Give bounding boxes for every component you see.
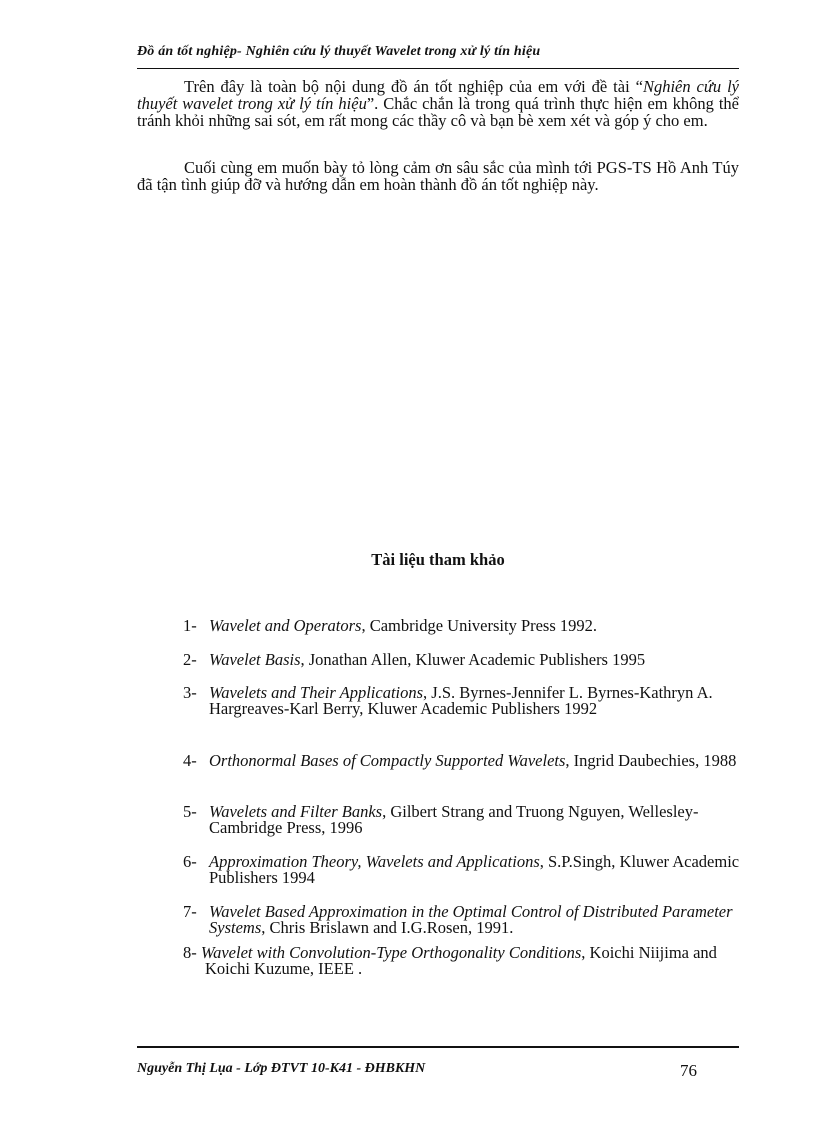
reference-item [183, 652, 743, 668]
footer-author: Nguyễn Thị Lụa - Lớp ĐTVT 10-K41 - ĐHBKHN [137, 1061, 426, 1076]
reference-item [183, 854, 743, 886]
reference-details: , Chris Brislawn and I.G.Rosen, 1991. [261, 918, 514, 937]
reference-number: 6- [183, 852, 197, 871]
closing-paragraph-1 [137, 78, 739, 129]
page-number: 76 [680, 1061, 697, 1080]
reference-details: , Gilbert Strang and Truong Nguyen, Wellesley-Cambridge Press, 1996 [209, 802, 699, 837]
reference-item [183, 753, 743, 769]
reference-title: Wavelets and Filter Banks [209, 802, 383, 821]
page-header [137, 42, 739, 69]
reference-details: , Ingrid Daubechies, 1988 [565, 751, 737, 770]
footer-divider [137, 1046, 739, 1048]
p1-text-before: Trên đây là toàn bộ nội dung đồ án tốt nghiệp của em với đề tài “ [184, 77, 643, 96]
reference-title: Wavelet and Operators [209, 616, 362, 635]
reference-number: 1- [183, 616, 197, 635]
p1-text-after: ”. Chắc chắn là trong quá trình thực hiện em không thể tránh khỏi những sai sót, em rất mong các thầy cô và bạn bè xem xét và góp ý cho em. [137, 94, 739, 130]
reference-number: 7- [183, 902, 197, 921]
reference-details: , J.S. Byrnes-Jennifer L. Byrnes-Kathryn A. Hargreaves-Karl Berry, Kluwer Academic Publishers 1992 [209, 683, 713, 718]
reference-details: , S.P.Singh, Kluwer Academic Publishers 1994 [209, 852, 740, 887]
reference-details: , Koichi Niijima and Koichi Kuzume, IEEE . [205, 943, 717, 978]
references-title: Tài liệu tham khảo [371, 550, 505, 569]
closing-paragraph-2 [137, 159, 739, 193]
reference-item [183, 685, 743, 717]
reference-title: Wavelets and Their Applications [209, 683, 424, 702]
reference-details: , Cambridge University Press 1992. [361, 616, 598, 635]
reference-details: , Jonathan Allen, Kluwer Academic Publishers 1995 [300, 650, 646, 669]
reference-number: 5- [183, 802, 197, 821]
reference-title: Approximation Theory, Wavelets and Applications [209, 852, 540, 871]
reference-number: 3- [183, 683, 197, 702]
reference-number: 8- [183, 943, 197, 962]
reference-number: 2- [183, 650, 197, 669]
reference-title: Wavelet Basis [209, 650, 301, 669]
reference-title: Orthonormal Bases of Compactly Supported Wavelets [209, 751, 566, 770]
reference-title: Wavelet with Convolution-Type Orthogonality Conditions [200, 943, 582, 962]
reference-item [183, 618, 743, 634]
reference-item [183, 904, 743, 936]
reference-number: 4- [183, 751, 197, 770]
header-title: Đồ án tốt nghiệp- Nghiên cứu lý thuyết Wavelet trong xử lý tín hiệu [137, 44, 541, 59]
reference-item [183, 945, 743, 977]
reference-title: Wavelet Based Approximation in the Optimal Control of Distributed Parameter Systems [209, 902, 733, 937]
reference-item [183, 804, 743, 836]
p1-thesis-title: Nghiên cứu lý thuyết wavelet trong xử lý tín hiệu [137, 77, 739, 113]
p2-text: Cuối cùng em muốn bày tỏ lòng cảm ơn sâu sắc của mình tới PGS-TS Hồ Anh Túy đã tận tình giúp đỡ và hướng dẫn em hoàn thành đồ án tốt nghiệp này. [137, 158, 739, 194]
